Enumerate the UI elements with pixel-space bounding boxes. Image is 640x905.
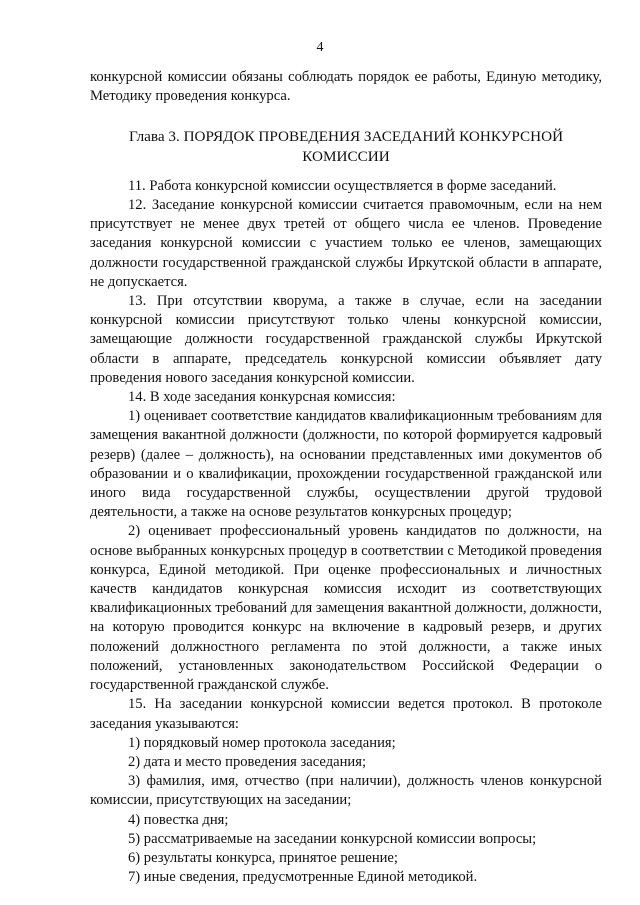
protocol-item: 3) фамилия, имя, отчество (при наличии), должность членов конкурсной комиссии, присутствующих на заседании; <box>90 773 602 809</box>
protocol-items-list <box>90 734 602 888</box>
paragraph-13: 13. При отсутствии кворума, а также в случае, если на заседании конкурсной комиссии присутствуют только члены конкурсной комиссии, замещающие должности государственной гражданской службы Иркутской области в аппарате, председатель конкурсной комиссии объявляет дату проведения нового заседания конкурсной комиссии. <box>90 293 602 386</box>
paragraph-15: 15. На заседании конкурсной комиссии ведется протокол. В протоколе заседания указываются: <box>90 696 602 732</box>
protocol-item: 6) результаты конкурса, принятое решение; <box>128 849 398 866</box>
protocol-item: 7) иные сведения, предусмотренные Единой методикой. <box>128 869 478 886</box>
protocol-item: 4) повестка дня; <box>128 811 229 828</box>
paragraph-14-item-1: 1) оценивает соответствие кандидатов квалификационным требованиям для замещения вакантной должности (должности, по которой формируется кадровый резерв) (далее – должность), на основании представленных ими документов об образовании и о квалификации, прохождении государственной гражданской или иного вида государственной службы, осуществлении другой трудовой деятельности, а также на основе результатов конкурсных процедур; <box>90 408 602 521</box>
document-body <box>90 68 602 887</box>
continuation-paragraph: конкурсной комиссии обязаны соблюдать порядок ее работы, Единую методику, Методику проведения конкурса. <box>90 69 602 105</box>
page-number: 4 <box>316 40 324 55</box>
chapter-title: Глава 3. ПОРЯДОК ПРОВЕДЕНИЯ ЗАСЕДАНИЙ КОНКУРСНОЙ КОМИССИИ <box>128 128 564 165</box>
paragraph-11: 11. Работа конкурсной комиссии осуществляется в форме заседаний. <box>128 177 557 194</box>
protocol-item: 2) дата и место проведения заседания; <box>128 753 367 770</box>
paragraph-14: 14. В ходе заседания конкурсная комиссия: <box>128 389 396 406</box>
protocol-item: 1) порядковый номер протокола заседания; <box>128 734 396 751</box>
protocol-item: 5) рассматриваемые на заседании конкурсной комиссии вопросы; <box>128 830 537 847</box>
paragraph-14-item-2: 2) оценивает профессиональный уровень кандидатов по должности, на основе выбранных конкурсных процедур в соответствии с Методикой проведения конкурса, Единой методикой. При оценке профессиональных и личностных качеств кандидатов конкурсная комиссия исходит из соответствующих квалификационных требований для замещения вакантной должности, должности, на которую проводится конкурс на включение в кадровый резерв, и других положений должностного регламента по этой должности, а также иных положений, установленных законодательством Российской Федерации о государственной гражданской службе. <box>90 523 602 694</box>
paragraph-12: 12. Заседание конкурсной комиссии считается правомочным, если на нем присутствует не менее двух третей от общего числа ее членов. Проведение заседания конкурсной комиссии с участием только ее членов, замещающих должности государственной гражданской службы Иркутской области в аппарате, не допускается. <box>90 197 602 290</box>
